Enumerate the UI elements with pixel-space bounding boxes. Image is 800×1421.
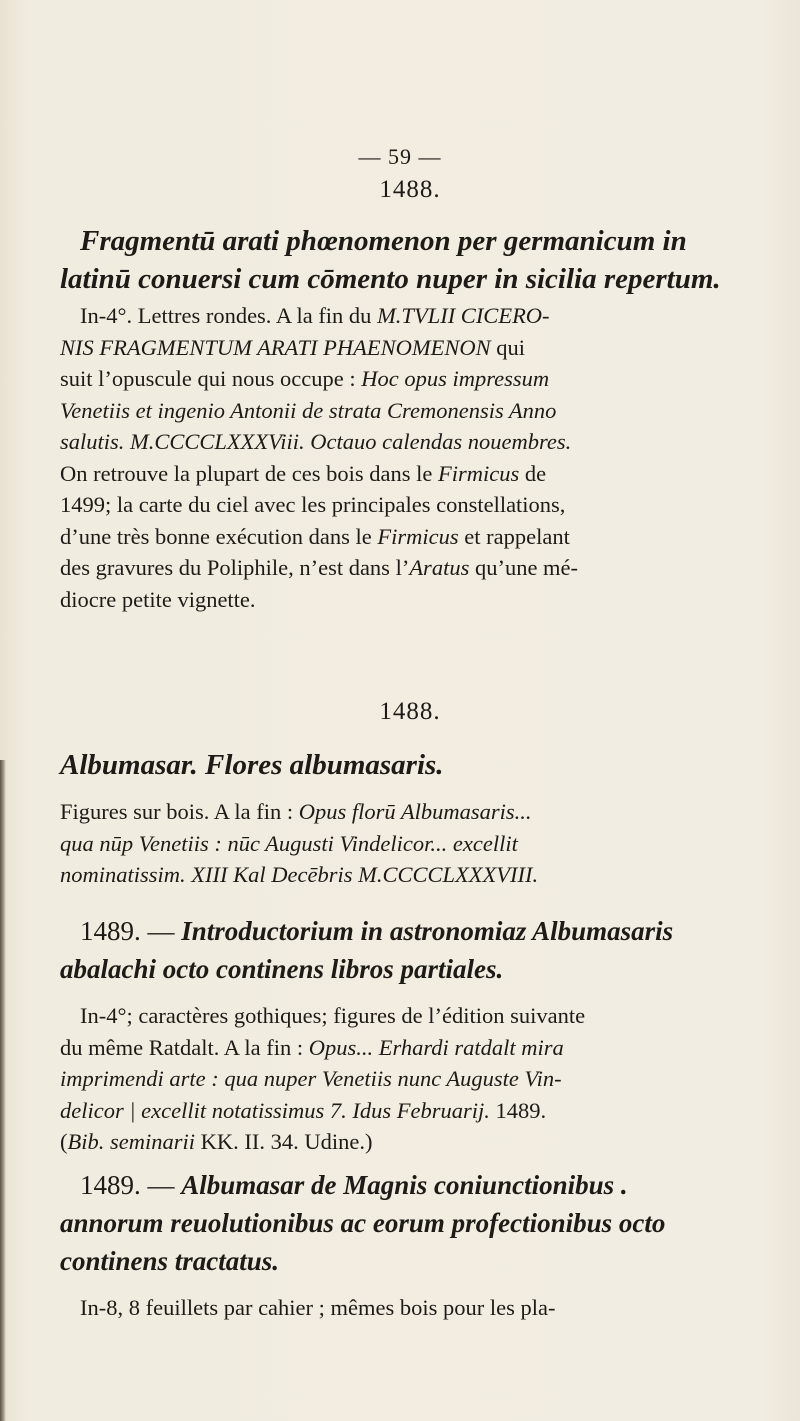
entry-title-line-1: 1489. — Albumasar de Magnis coniunctionibus .	[80, 1170, 628, 1200]
entry-line: nominatissim. XIII Kal Decēbris M.CCCCLXXXVIII.	[60, 862, 539, 887]
page-number: — 59 —	[358, 144, 442, 169]
entry-line: Figures sur bois. A la fin : Opus florū Albumasaris...	[60, 799, 532, 824]
entry-line: des gravures du Poliphile, n’est dans l’Aratus qu’une mé-	[60, 555, 579, 580]
page-edge-shadow	[0, 760, 6, 1421]
entry-line: du même Ratdalt. A la fin : Opus... Erhardi ratdalt mira	[60, 1034, 564, 1060]
entry-line: suit l’opuscule qui nous occupe : Hoc opus impressum	[60, 366, 550, 391]
entry-1489-introductorium	[60, 912, 760, 1158]
entry-line: imprimendi arte : qua nuper Venetiis nunc Auguste Vin-	[60, 1066, 562, 1091]
entry-line: (Bib. seminarii KK. II. 34. Udine.)	[60, 1129, 373, 1154]
entry-line: 1499; la carte du ciel avec les principales constellations,	[60, 492, 566, 517]
entry-title-line-1: 1489. — Introductorium in astronomiaz Albumasaris	[80, 916, 674, 946]
entry-1488-arati	[60, 176, 760, 615]
entry-line: d’une très bonne exécution dans le Firmicus et rappelant	[60, 523, 570, 549]
entry-title-line-2: abalachi octo continens libros partiales.	[60, 954, 504, 984]
entry-line: NIS FRAGMENTUM ARATI PHAENOMENON qui	[60, 334, 525, 360]
entry-title-line-2: annorum reuolutionibus ac eorum profectionibus octo	[60, 1208, 666, 1238]
entry-title-line-1: Fragmentū arati phœnomenon per germanicum in	[80, 225, 687, 257]
entry-title-line-2: latinū conuersi cum cōmento nuper in sicilia repertum.	[60, 263, 721, 295]
entry-line: On retrouve la plupart de ces bois dans le Firmicus de	[60, 460, 547, 486]
entry-1489-magnis	[60, 1166, 760, 1324]
entry-line: qua nūp Venetiis : nūc Augusti Vindelicor... excellit	[60, 830, 518, 856]
entry-1488-albumasar	[60, 698, 760, 891]
entry-line: salutis. M.CCCCLXXXViii. Octauo calendas nouembres.	[60, 429, 572, 454]
entry-line: In-8, 8 feuillets par cahier ; mêmes bois pour les pla-	[80, 1295, 556, 1320]
entry-line: delicor | excellit notatissimus 7. Idus Februarij. 1489.	[60, 1097, 547, 1123]
entry-year: 1488.	[379, 698, 441, 725]
entry-line: In-4°; caractères gothiques; figures de l’édition suivante	[80, 1003, 586, 1028]
entry-line: In-4°. Lettres rondes. A la fin du M.TVLII CICERO-	[80, 303, 550, 328]
entry-year: 1488.	[379, 176, 441, 203]
entry-title-line-1: Albumasar. Flores albumasaris.	[60, 749, 444, 781]
entry-line: Venetiis et ingenio Antonii de strata Cremonensis Anno	[60, 397, 557, 423]
entry-title-line-3: continens tractatus.	[60, 1246, 280, 1276]
entry-line: diocre petite vignette.	[60, 586, 256, 612]
